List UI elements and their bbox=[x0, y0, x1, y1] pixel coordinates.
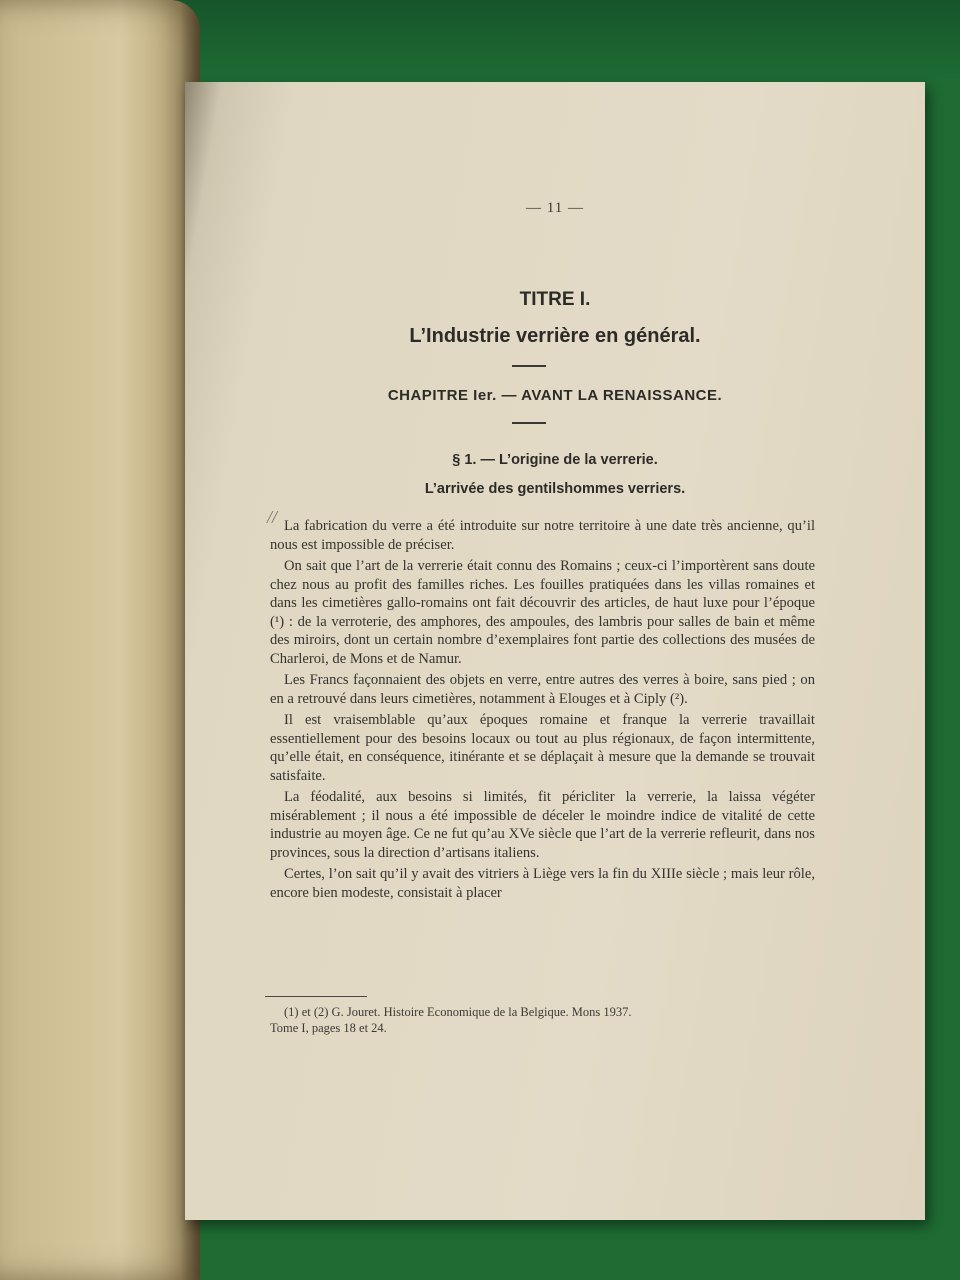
footnote-line: (1) et (2) G. Jouret. Histoire Economique de la Belgique. Mons 1937. bbox=[284, 1005, 632, 1019]
paragraph: On sait que l’art de la verrerie était connu des Romains ; ceux-ci l’importèrent sans doute chez nous au profit des familles riches. Les fouilles pratiquées dans les villas romaines et dans les cimetières gallo-romains ont fait découvrir des articles, de haut luxe pour l’époque (¹) : de la verroterie, des amphores, des ampoules, des lambris pour salles de bain et même des miroirs, dont un certain nombre d’exemplaires font partie des collections des musées de Charleroi, de Mons et de Namur. bbox=[270, 558, 815, 667]
footnote-divider bbox=[265, 996, 367, 997]
section-subtitle: L’arrivée des gentilshommes verriers. bbox=[424, 481, 686, 497]
paragraph: Certes, l’on sait qu’il y avait des vitriers à Liège vers la fin du XIIIe siècle ; mais leur rôle, encore bien modeste, consistait à placer bbox=[270, 866, 815, 901]
paragraph: Les Francs façonnaient des objets en verre, entre autres des verres à boire, sans pied ; on en a retrouvé dans leurs cimetières, notamment à Elouges et à Ciply (²). bbox=[270, 672, 815, 707]
body-text bbox=[270, 517, 815, 905]
pencil-annotation: // bbox=[267, 507, 278, 527]
paragraph: Il est vraisemblable qu’aux époques romaine et franque la verrerie travaillait essentiellement pour des besoins locaux ou tout au plus régionaux, de façon intermittente, qu’elle était, en conséquence, itinérante et se déplaçait à mesure que la demande se trouvait satisfaite. bbox=[270, 712, 815, 784]
page-number: — 11 — bbox=[526, 200, 584, 216]
left-facing-page bbox=[0, 0, 200, 1280]
chapter-heading: CHAPITRE Ier. — AVANT LA RENAISSANCE. bbox=[387, 387, 723, 404]
part-title: TITRE I. bbox=[519, 289, 591, 310]
footnote-line: Tome I, pages 18 et 24. bbox=[270, 1021, 387, 1035]
divider bbox=[512, 422, 546, 424]
paragraph: La fabrication du verre a été introduite sur notre territoire à une date très ancienne, qu’il nous est impossible de préciser. bbox=[270, 518, 815, 553]
section-title: § 1. — L’origine de la verrerie. bbox=[452, 452, 658, 468]
book-page bbox=[185, 82, 925, 1220]
footnote bbox=[270, 1004, 815, 1036]
divider bbox=[512, 365, 546, 367]
part-subtitle: L’Industrie verrière en général. bbox=[409, 325, 701, 347]
paragraph: La féodalité, aux besoins si limités, fit péricliter la verrerie, la laissa végéter misérablement ; il nous a été impossible de déceler le moindre indice de vitalité de cette industrie au moyen âge. Ce ne fut qu’au XVe siècle que l’art de la verrerie refleurit, dans nos provinces, sous la direction d’artisans italiens. bbox=[270, 789, 815, 861]
